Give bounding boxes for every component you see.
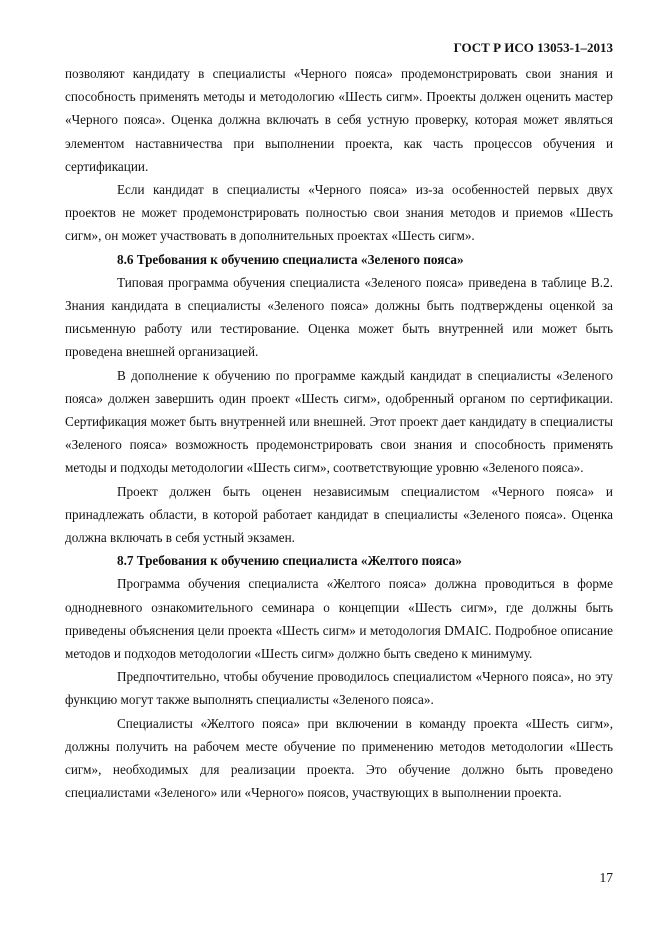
paragraph: В дополнение к обучению по программе каждый кандидат в специалисты «Зеленого пояса» должен завершить один проект «Шесть сигм», одобренный органом по сертификации. Сертификация может быть внутренней или внешней. Этот проект дает кандидату в специалисты «Зеленого пояса» возможность продемонстрировать свои знания и способность применять методы и подходы методологии «Шесть сигм», соответствующие уровню «Зеленого пояса». bbox=[65, 367, 613, 476]
paragraph-continuation: позволяют кандидату в специалисты «Черного пояса» продемонстрировать свои знания и способность применять методы и методологию «Шесть сигм». Проекты должен оценить мастер «Черного пояса». Оценка должна включать в себя устную проверку, которая может являться элементом наставничества при выполнении проекта, как часть процессов обучения и сертификации. bbox=[65, 66, 613, 174]
paragraph: Типовая программа обучения специалиста «Зеленого пояса» приведена в таблице В.2. Знания кандидата в специалисты «Зеленого пояса» должны быть подтверждены оценкой за письменную работу или тестирование. Оценка может быть внутренней или может быть проведена внешней организацией. bbox=[65, 274, 613, 360]
paragraph: Если кандидат в специалисты «Черного пояса» из-за особенностей первых двух проектов не может продемонстрировать полностью свои знания методов и приемов «Шесть сигм», он может участвовать в дополнительных проектах «Шесть сигм». bbox=[65, 182, 613, 244]
paragraph: Проект должен быть оценен независимым специалистом «Черного пояса» и принадлежать области, в которой работает кандидат в специалисты «Зеленого пояса». Оценка должна включать в себя устный экзамен. bbox=[65, 483, 613, 546]
section-heading-8-7: 8.7 Требования к обучению специалиста «Желтого пояса» bbox=[117, 553, 462, 569]
paragraph: Предпочтительно, чтобы обучение проводилось специалистом «Черного пояса», но эту функцию могут также выполнять специалисты «Зеленого пояса». bbox=[65, 669, 613, 708]
paragraph: Программа обучения специалиста «Желтого пояса» должна проводиться в форме однодневного ознакомительного семинара о концепции «Шесть сигм», где должны быть приведены объяснения цели проекта «Шесть сигм» и методология DMAIC. Подробное описание методов и подходов методологии «Шесть сигм» должно быть сведено к минимуму. bbox=[65, 576, 613, 662]
paragraph: Специалисты «Желтого пояса» при включении в команду проекта «Шесть сигм», должны получить на рабочем месте обучение по применению методов методологии «Шесть сигм», необходимых для реализации проекта. Это обучение должно быть проведено специалистами «Зеленого» или «Черного» поясов, участвующих в выполнении проекта. bbox=[65, 715, 613, 801]
page-number: 17 bbox=[599, 870, 613, 885]
document-body bbox=[65, 62, 613, 805]
section-heading-8-6: 8.6 Требования к обучению специалиста «Зеленого пояса» bbox=[117, 251, 464, 267]
document-header: ГОСТ Р ИСО 13053-1–2013 bbox=[453, 40, 613, 55]
